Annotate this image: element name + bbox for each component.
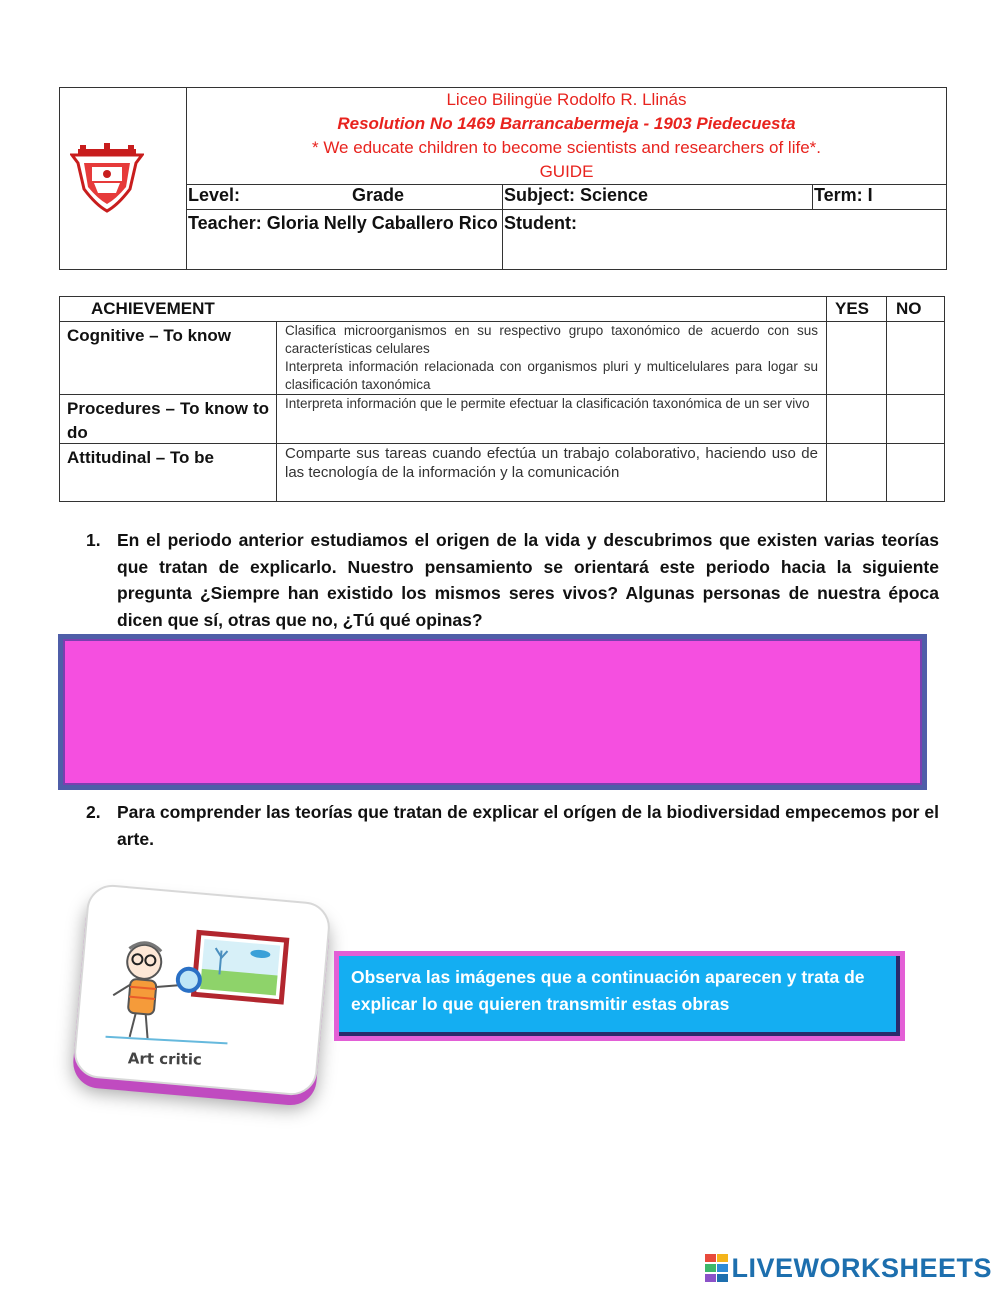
school-crest-icon	[70, 143, 144, 213]
art-critic-card	[72, 883, 332, 1098]
achievement-header: ACHIEVEMENT	[91, 299, 215, 318]
achievement-label: Attitudinal – To be	[60, 444, 277, 501]
student-label: Student:	[502, 210, 946, 269]
achievement-header-row	[60, 297, 944, 321]
motto-line: * We educate children to become scientists and researchers of life*.	[311, 138, 821, 157]
achievement-row	[60, 321, 944, 394]
achievement-row	[60, 443, 944, 501]
header-table	[59, 87, 947, 270]
question-1	[86, 527, 939, 633]
question-number: 2.	[86, 802, 101, 822]
liveworksheets-logo-icon	[705, 1253, 729, 1283]
question-2	[86, 799, 939, 852]
question-text: Para comprender las teorías que tratan de explicar el orígen de la biodiversidad empecemos por el arte.	[117, 802, 939, 849]
no-cell[interactable]	[887, 444, 944, 501]
guide-label: GUIDE	[539, 162, 594, 181]
achievement-row	[60, 394, 944, 443]
no-cell[interactable]	[887, 322, 944, 394]
logo-cell	[60, 88, 187, 269]
answer-box	[58, 634, 927, 790]
resolution-line: Resolution No 1469 Barrancabermeja - 1903 Piedecuesta	[337, 114, 796, 133]
header-row-teacher	[187, 209, 946, 269]
subject-label: Subject: Science	[502, 185, 812, 209]
no-header: NO	[896, 299, 922, 318]
teacher-label: Teacher: Gloria Nelly Caballero Rico	[188, 213, 498, 233]
question-text: En el periodo anterior estudiamos el origen de la vida y descubrimos que existen varias teorías que tratan de explicarlo. Nuestro pensamiento se orientará este periodo hacia la siguiente pregunta ¿Siempre han existido los mismos seres vivos? Algunas personas de nuestra época dicen que sí, otras que no, ¿Tú qué opinas?	[117, 530, 939, 630]
header-row-level	[187, 184, 946, 209]
yes-cell[interactable]	[827, 322, 886, 394]
no-cell[interactable]	[887, 395, 944, 443]
school-info	[187, 88, 946, 184]
yes-cell[interactable]	[827, 444, 886, 501]
brand-logo	[705, 1253, 992, 1283]
achievement-description: Clasifica microorganismos en su respectivo grupo taxonómico de acuerdo con sus características celulares Interpreta información relacionada con organismos pluri y multicelulares para logar su clasificación taxonómica	[285, 323, 818, 392]
achievement-description: Comparte sus tareas cuando efectúa un trabajo colaborativo, haciendo uso de las tecnología de la información y la comunicación	[285, 445, 818, 481]
yes-cell[interactable]	[827, 395, 886, 443]
yes-header: YES	[835, 299, 870, 318]
instruction-box	[334, 951, 905, 1041]
school-name: Liceo Bilingüe Rodolfo R. Llinás	[446, 90, 687, 109]
art-critic-illustration-icon	[74, 885, 330, 1095]
answer-input[interactable]	[63, 639, 922, 785]
achievement-label: Procedures – To know to do	[60, 395, 277, 443]
achievement-description: Interpreta información que le permite efectuar la clasificación taxonómica de un ser vivo	[285, 396, 810, 411]
question-number: 1.	[86, 530, 101, 550]
achievement-table	[59, 296, 945, 502]
art-critic-caption: Art critic	[127, 1049, 203, 1069]
instruction-text: Observa las imágenes que a continuación aparecen y trata de explicar lo que quieren transmitir estas obras	[339, 956, 900, 1036]
grade-label: Grade	[352, 185, 405, 205]
achievement-label: Cognitive – To know	[60, 322, 277, 394]
brand-name: LIVEWORKSHEETS	[731, 1252, 992, 1283]
term-label: Term: I	[812, 185, 946, 209]
level-label: Level:	[188, 185, 241, 205]
